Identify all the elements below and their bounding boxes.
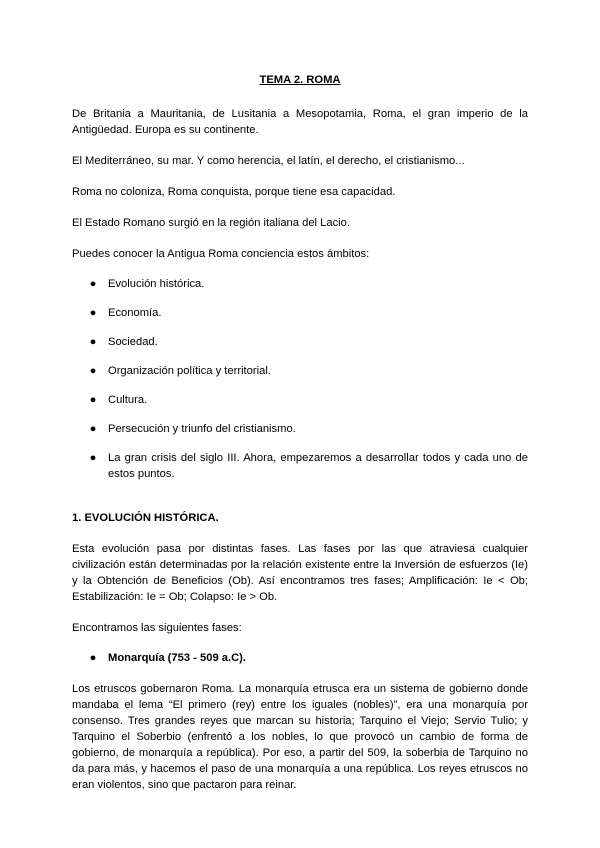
section-paragraph-3: Los etruscos gobernaron Roma. La monarquía etrusca era un sistema de gobierno donde mandaba el lema “El primero (rey) entre los iguales (nobles)”, era una monarquía por consenso. Tres grandes reyes que marcan su historia; Tarquino el Viejo; Servio Tulio; y Tarquino el Soberbio (enfrentó a los nobles, lo que provocó un cambio de forma de gobierno, de monarquía a república). Por eso, a partir del 509, la soberbia de Tarquino no da para más, y hacemos el paso de una monarquía a una república. Los reyes etruscos no eran violentos, sino que pactaron para reinar.	[72, 683, 528, 791]
list-item	[72, 650, 528, 666]
topic-text: Economía.	[108, 307, 162, 319]
topic-text: Evolución histórica.	[108, 278, 205, 290]
list-item	[72, 334, 528, 350]
list-item	[72, 421, 528, 437]
section-paragraph-2: Encontramos las siguientes fases:	[72, 622, 242, 634]
topic-text: Organización política y territorial.	[108, 365, 271, 377]
bullet-icon: ●	[89, 423, 97, 435]
topic-text: La gran crisis del siglo III. Ahora, empezaremos a desarrollar todos y cada uno de estos puntos.	[108, 452, 528, 480]
section-paragraph-1: Esta evolución pasa por distintas fases. Las fases por las que atraviesa cualquier civilización están determinadas por la relación existente entre la Inversión de esfuerzos (Ie) y la Obtención de Beneficios (Ob). Así encontramos tres fases; Amplificación: Ie < Ob; Estabilización: Ie = Ob; Colapso: Ie > Ob.	[72, 543, 528, 603]
bullet-icon: ●	[89, 452, 97, 464]
list-item	[72, 392, 528, 408]
phase-text: Monarquía (753 - 509 a.C).	[108, 652, 247, 664]
phases-list	[72, 650, 528, 666]
list-item	[72, 276, 528, 292]
bullet-icon: ●	[89, 307, 97, 319]
topic-text: Persecución y triunfo del cristianismo.	[108, 423, 296, 435]
intro-paragraph-2: El Mediterráneo, su mar. Y como herencia, el latín, el derecho, el cristianismo...	[72, 155, 465, 167]
bullet-icon: ●	[89, 278, 97, 290]
list-item	[72, 305, 528, 321]
bullet-icon: ●	[89, 336, 97, 348]
bullet-icon: ●	[89, 365, 97, 377]
intro-paragraph-1: De Britania a Mauritania, de Lusitania a Mesopotamia, Roma, el gran imperio de la Antigüedad. Europa es su continente.	[72, 108, 528, 136]
intro-paragraph-4: El Estado Romano surgió en la región italiana del Lacio.	[72, 217, 350, 229]
bullet-icon: ●	[89, 394, 97, 406]
list-item	[72, 450, 528, 482]
intro-paragraph-5: Puedes conocer la Antigua Roma conciencia estos ámbitos:	[72, 248, 370, 260]
document-title: TEMA 2. ROMA	[259, 74, 341, 86]
section-heading: 1. EVOLUCIÓN HISTÓRICA.	[72, 512, 219, 524]
list-item	[72, 363, 528, 379]
topics-list	[72, 276, 528, 482]
bullet-icon: ●	[89, 652, 97, 664]
intro-paragraph-3: Roma no coloniza, Roma conquista, porque tiene esa capacidad.	[72, 186, 396, 198]
topic-text: Sociedad.	[108, 336, 158, 348]
topic-text: Cultura.	[108, 394, 148, 406]
